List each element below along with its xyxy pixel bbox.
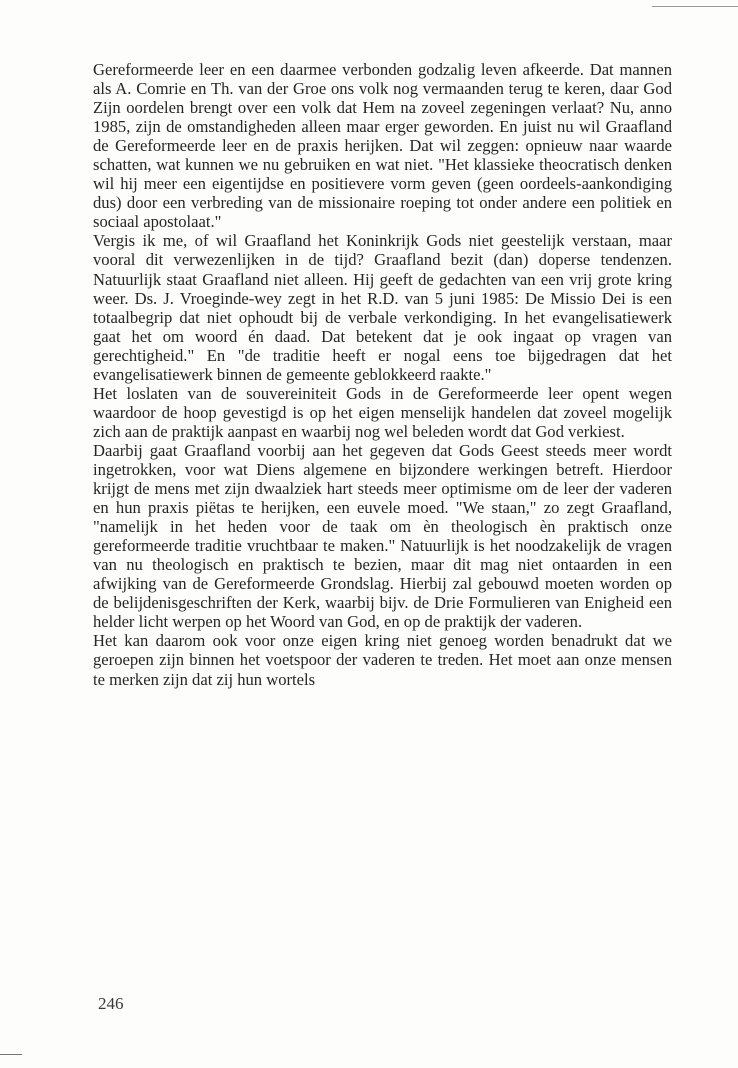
paragraph-5: Het kan daarom ook voor onze eigen kring niet genoeg worden benadrukt dat we geroepen zijn binnen het voetspoor der vaderen te treden. Het moet aan onze mensen te merken zijn dat zij hun wortels — [93, 631, 672, 689]
paragraph-2: Vergis ik me, of wil Graafland het Koninkrijk Gods niet geestelijk verstaan, maar vooral dit verwezenlijken in de tijd? Graafland bezit (dan) doperse tendenzen. Natuurlijk staat Graafland niet alleen. Hij geeft de gedachten van een vrij grote kring weer. Ds. J. Vroeginde-wey zegt in het R.D. van 5 juni 1985: De Missio Dei is een totaalbegrip dat niet ophoudt bij de verbale verkondiging. In het evangelisatiewerk gaat het om woord én daad. Dat betekent dat je ook ingaat op vragen van gerechtigheid." En "de traditie heeft er nogal eens toe bijgedragen dat het evangelisatiewerk binnen de gemeente geblokkeerd raakte." — [93, 231, 672, 384]
page-number: 246 — [98, 994, 124, 1013]
paragraph-1: Gereformeerde leer en een daarmee verbonden godzalig leven afkeerde. Dat mannen als A. Comrie en Th. van der Groe ons volk nog vermaanden terug te keren, daar God Zijn oordelen brengt over een volk dat Hem na zoveel zegeningen verlaat? Nu, anno 1985, zijn de omstandigheden alleen maar erger geworden. En juist nu wil Graafland de Gereformeerde leer en de praxis herijken. Dat wil zeggen: opnieuw naar waarde schatten, wat kunnen we nu gebruiken en wat niet. "Het klassieke theocratisch denken wil hij meer een eigentijdse en positievere vorm geven (geen oordeels-aankondiging dus) door een verbreding van de missionaire roeping tot onder andere een politiek en sociaal apostolaat." — [93, 60, 672, 232]
paragraph-4: Daarbij gaat Graafland voorbij aan het gegeven dat Gods Geest steeds meer wordt ingetrokken, voor wat Diens algemene en bijzondere werkingen betreft. Hierdoor krijgt de mens met zijn dwaalziek hart steeds meer optimisme om de leer der vaderen en hun praxis piëtas te herijken, een euvele moed. "We staan," zo zegt Graafland, "namelijk in het heden voor de taak om èn theologisch èn praktisch onze gereformeerde traditie vruchtbaar te maken." Natuurlijk is het noodzakelijk de vragen van nu theologisch en praktisch te bezien, maar dit mag niet ontaarden in een afwijking van de Gereformeerde Grondslag. Hierbij zal gebouwd moeten worden op de belijdenisgeschriften der Kerk, waarbij bijv. de Drie Formulieren van Enigheid een helder licht werpen op het Woord van God, en op de praktijk der vaderen. — [93, 440, 672, 632]
bottom-edge-rule — [0, 1054, 22, 1055]
body-text — [93, 60, 672, 689]
top-edge-rule — [652, 6, 738, 7]
paragraph-3: Het loslaten van de souvereiniteit Gods in de Gereformeerde leer opent wegen waardoor de hoop gevestigd is op het eigen menselijk handelen dat zoveel mogelijk zich aan de praktijk aanpast en waarbij nog wel beleden wordt dat God verkiest. — [93, 383, 672, 441]
